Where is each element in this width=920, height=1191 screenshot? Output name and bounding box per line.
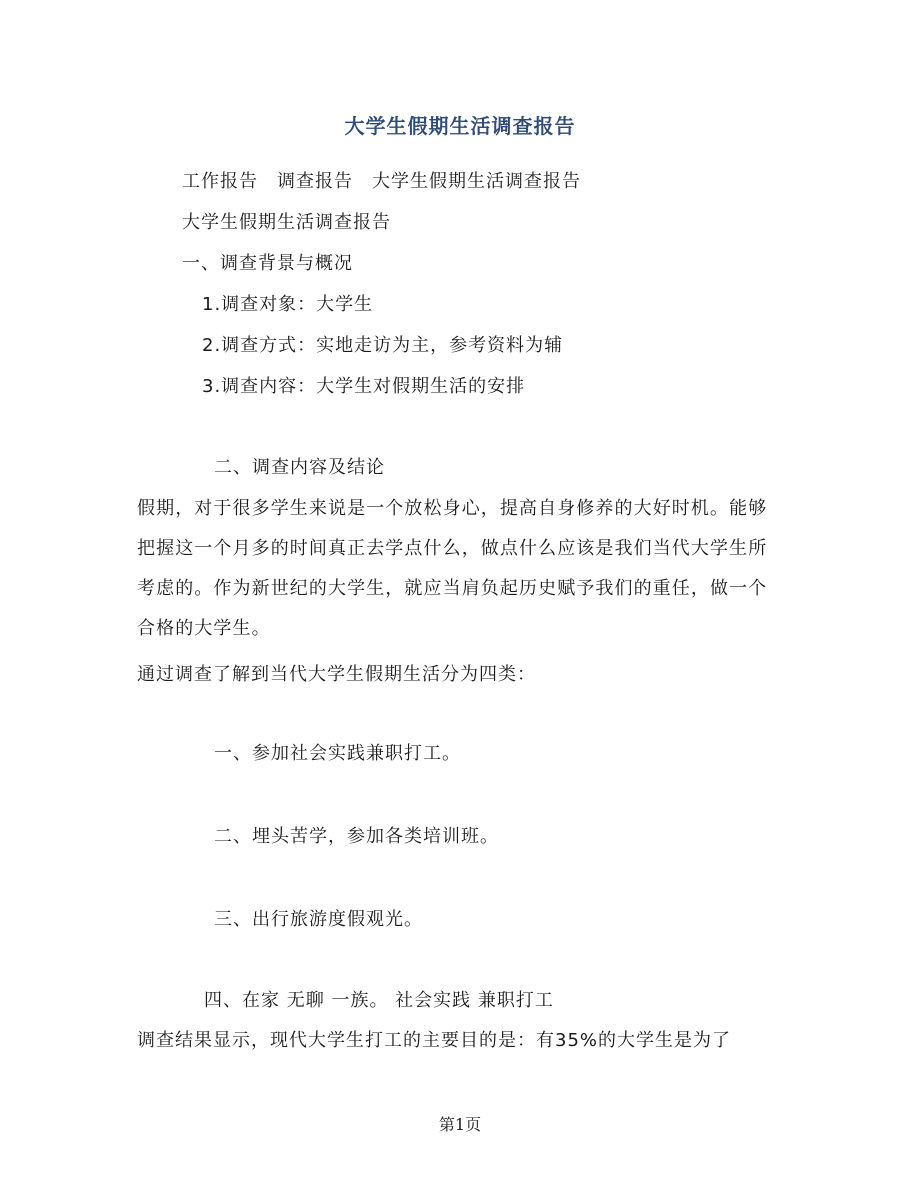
section2-intro: 通过调查了解到当代大学生假期生活分为四类： — [137, 664, 536, 685]
breadcrumb: 工作报告 调查报告 大学生假期生活调查报告 — [182, 171, 581, 192]
section2-heading: 二、调查内容及结论 — [214, 457, 385, 478]
section2-paragraph — [137, 489, 777, 649]
section1-item: 3.调查内容：大学生对假期生活的安排 — [202, 376, 526, 397]
result-line: 调查结果显示，现代大学生打工的主要目的是：有35%的大学生是为了 — [137, 1030, 732, 1051]
category-item: 二、埋头苦学，参加各类培训班。 — [214, 826, 499, 847]
section1-item: 1.调查对象：大学生 — [202, 294, 374, 315]
document-title: 大学生假期生活调查报告 — [344, 114, 576, 138]
page-number: 第1页 — [438, 1115, 482, 1134]
paragraph-text: 假期，对于很多学生来说是一个放松身心，提高自身修养的大好时机。能够把握这一个月多的时间真正去学点什么，做点什么应该是我们当代大学生所考虑的。作为新世纪的大学生，就应当肩负起历史赋予我们的重任，做一个合格的大学生。 — [137, 498, 768, 639]
category-item: 一、参加社会实践兼职打工。 — [214, 743, 461, 764]
section1-item: 2.调查方式：实地走访为主，参考资料为辅 — [202, 335, 564, 356]
section1-heading: 一、调查背景与概况 — [182, 253, 353, 274]
category-item: 三、出行旅游度假观光。 — [214, 909, 423, 930]
category-item: 四、在家 无聊 一族。 社会实践 兼职打工 — [204, 990, 554, 1011]
subtitle: 大学生假期生活调查报告 — [182, 212, 391, 233]
